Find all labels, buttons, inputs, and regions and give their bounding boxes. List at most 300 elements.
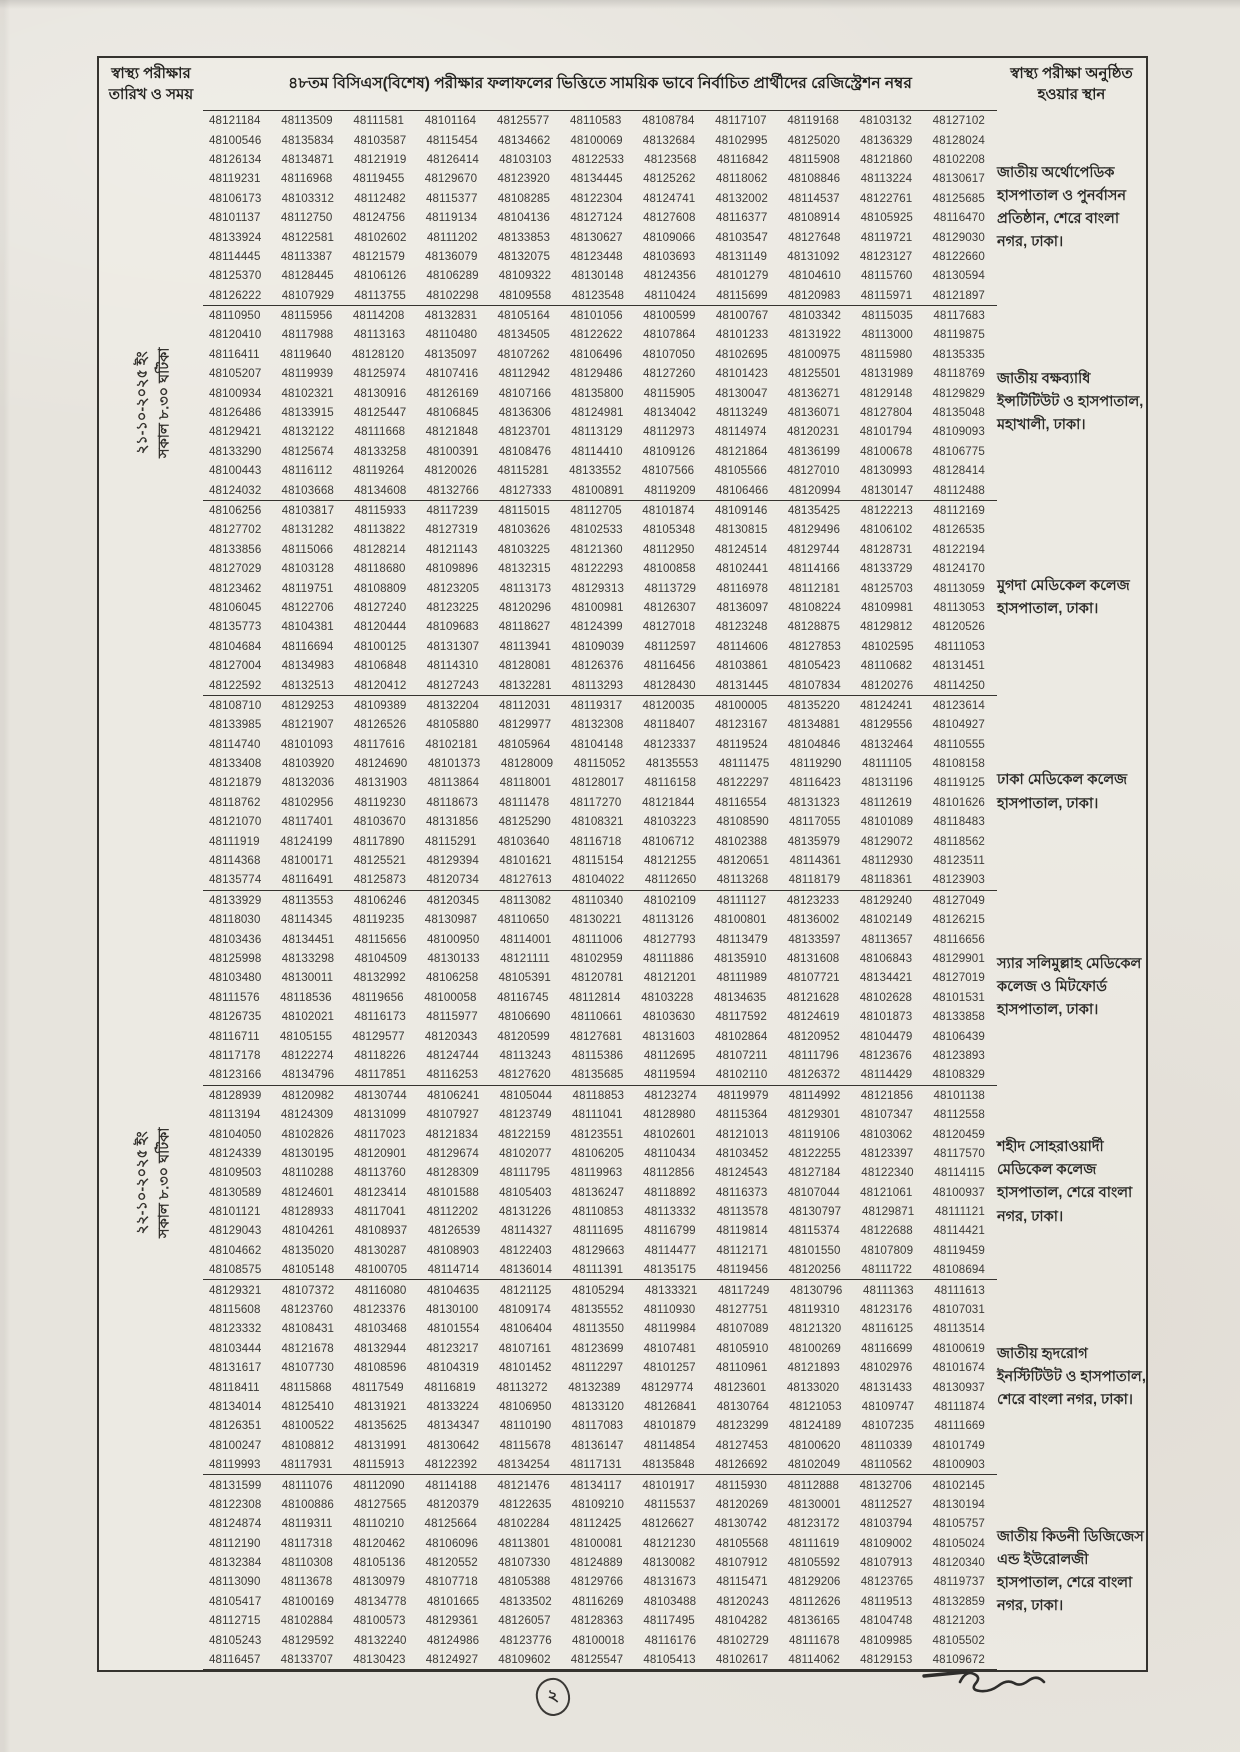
reg-number: 48123548 <box>571 288 625 302</box>
reg-number: 48113000 <box>861 328 913 342</box>
reg-number: 48101794 <box>859 425 913 439</box>
reg-number: 48100801 <box>714 913 767 927</box>
reg-number: 48118769 <box>933 367 985 381</box>
reg-number: 48116173 <box>354 1010 406 1024</box>
registration-numbers-cell <box>203 675 997 695</box>
reg-number: 48121360 <box>570 542 623 556</box>
reg-number: 48119168 <box>787 114 839 128</box>
reg-number: 48102321 <box>281 386 334 400</box>
reg-number: 48100934 <box>209 386 262 400</box>
reg-number: 48127613 <box>499 873 552 887</box>
reg-number: 48118673 <box>426 795 478 809</box>
reg-number: 48114062 <box>788 1653 840 1667</box>
reg-number: 48136079 <box>425 249 478 263</box>
reg-number: 48120734 <box>426 873 479 887</box>
reg-number: 48102956 <box>281 795 334 809</box>
reg-number: 48100858 <box>643 562 696 576</box>
reg-number: 48112650 <box>644 873 697 887</box>
reg-number: 48105403 <box>499 1185 552 1199</box>
reg-number: 48115930 <box>715 1478 767 1492</box>
registration-numbers-cell <box>203 1397 997 1416</box>
registration-row <box>99 286 1146 306</box>
reg-number: 48101233 <box>715 328 769 342</box>
reg-number: 48120343 <box>424 1029 478 1043</box>
reg-number: 48103587 <box>353 133 407 147</box>
reg-number: 48103436 <box>209 932 262 946</box>
reg-number: 48118179 <box>788 873 841 887</box>
reg-number: 48103062 <box>860 1127 913 1141</box>
reg-number: 48123127 <box>859 249 913 263</box>
reg-number: 48123676 <box>859 1048 912 1062</box>
reg-number: 48129206 <box>788 1575 841 1589</box>
registration-row <box>99 715 1146 734</box>
reg-number: 48122293 <box>570 562 624 576</box>
registration-row <box>99 1046 1146 1065</box>
reg-number: 48127029 <box>209 562 262 576</box>
registration-numbers-cell <box>203 1163 997 1182</box>
registration-numbers-cell <box>203 169 997 188</box>
registration-row <box>99 1163 1146 1182</box>
reg-number: 48108809 <box>353 581 407 595</box>
reg-number: 48103312 <box>281 191 334 205</box>
reg-number: 48105044 <box>499 1088 553 1102</box>
reg-number: 48117270 <box>569 795 622 809</box>
reg-number: 48133258 <box>353 444 407 458</box>
reg-number: 48113760 <box>354 1166 406 1180</box>
registration-numbers-cell <box>203 1495 997 1514</box>
reg-number: 48107913 <box>860 1556 913 1570</box>
reg-number: 48115291 <box>425 834 477 848</box>
reg-number: 48127453 <box>715 1438 768 1452</box>
reg-number: 48100247 <box>209 1438 262 1452</box>
reg-number: 48125370 <box>209 269 262 283</box>
reg-number: 48116718 <box>569 834 622 848</box>
reg-number: 48108937 <box>354 1224 408 1238</box>
reg-number: 48106466 <box>715 483 769 497</box>
exam-date: ২২-১০-২০২৫ ইং <box>134 1131 151 1234</box>
reg-number: 48120379 <box>426 1497 479 1511</box>
reg-number: 48121893 <box>787 1361 840 1375</box>
reg-number: 48124309 <box>280 1108 334 1122</box>
reg-number: 48105243 <box>209 1633 262 1647</box>
reg-number: 48132766 <box>426 483 479 497</box>
reg-number: 48113864 <box>427 776 480 790</box>
reg-number: 48114208 <box>352 309 405 323</box>
reg-number: 48112750 <box>280 211 333 225</box>
reg-number: 48113332 <box>644 1205 696 1219</box>
reg-number: 48135685 <box>571 1068 624 1082</box>
exam-datetime-label <box>132 1127 176 1237</box>
venue-cell: শহীদ সোহরাওয়ার্দী মেডিকেল কলেজ হাসপাতাল, শেরে বাংলা নগর, ঢাকা। <box>997 1139 1133 1225</box>
reg-number: 48109985 <box>859 1633 913 1647</box>
reg-number: 48106096 <box>425 1536 479 1550</box>
reg-number: 48120256 <box>788 1263 841 1277</box>
reg-number: 48129592 <box>281 1633 334 1647</box>
reg-number: 48111363 <box>863 1283 914 1297</box>
reg-number: 48112930 <box>861 854 913 868</box>
registration-numbers-cell <box>203 793 997 812</box>
reg-number: 48130642 <box>426 1438 480 1452</box>
reg-number: 48101749 <box>932 1438 985 1452</box>
reg-number: 48101121 <box>209 1205 261 1219</box>
reg-number: 48111919 <box>209 834 260 848</box>
registration-row <box>99 325 1146 344</box>
reg-number: 48123274 <box>644 1088 697 1102</box>
reg-number: 48113578 <box>716 1205 769 1219</box>
venue-cell: স্যার সলিমুল্লাহ মেডিকেল কলেজ ও মিটফোর্ড হাসপাতাল, ঢাকা। <box>997 955 1142 1019</box>
reg-number: 48122304 <box>570 191 623 205</box>
reg-number: 48121476 <box>497 1478 550 1492</box>
exam-datetime-cell <box>99 695 203 1670</box>
reg-number: 48120412 <box>354 678 407 692</box>
reg-number: 48126735 <box>209 1010 262 1024</box>
reg-number: 48108846 <box>787 172 841 186</box>
reg-number: 48134635 <box>713 990 767 1004</box>
reg-number: 48130287 <box>354 1243 407 1257</box>
reg-number: 48120994 <box>788 483 841 497</box>
reg-number: 48132204 <box>426 698 479 712</box>
reg-number: 48136014 <box>499 1263 553 1277</box>
reg-number: 48110961 <box>715 1361 768 1375</box>
reg-number: 48124690 <box>354 757 408 771</box>
reg-number: 48131226 <box>498 1205 552 1219</box>
reg-number: 48119230 <box>354 795 406 809</box>
exam-datetime-cell <box>99 111 203 696</box>
reg-number: 48121255 <box>643 854 697 868</box>
registration-numbers-cell <box>203 520 997 539</box>
reg-number: 48100169 <box>281 1594 334 1608</box>
reg-number: 48123337 <box>643 737 696 751</box>
reg-number: 48108158 <box>932 757 985 771</box>
registration-numbers-cell <box>203 540 997 559</box>
reg-number: 48128009 <box>500 757 554 771</box>
reg-number: 48111989 <box>716 971 768 985</box>
reg-number: 48113268 <box>716 873 769 887</box>
registration-numbers-cell <box>203 266 997 285</box>
reg-number: 48130133 <box>427 951 480 965</box>
reg-number: 48120444 <box>353 620 407 634</box>
reg-number: 48127004 <box>209 659 262 673</box>
registration-numbers-cell <box>203 1650 997 1670</box>
reg-number: 48125020 <box>787 133 841 147</box>
reg-number: 48132281 <box>499 678 552 692</box>
registration-numbers-cell <box>203 1182 997 1201</box>
page-number-value: ২ <box>545 1685 560 1706</box>
reg-number: 48118411 <box>209 1380 260 1394</box>
registration-numbers-cell <box>203 1475 997 1495</box>
reg-number: 48131099 <box>353 1108 407 1122</box>
reg-number: 48123760 <box>280 1303 334 1317</box>
reg-number: 48123765 <box>860 1575 914 1589</box>
reg-number: 48119814 <box>716 1224 768 1238</box>
reg-number: 48111795 <box>499 1166 551 1180</box>
registration-row <box>99 675 1146 695</box>
reg-number: 48106126 <box>353 269 407 283</box>
reg-number: 48121844 <box>642 795 695 809</box>
registration-numbers-cell <box>203 1572 997 1591</box>
reg-number: 48125685 <box>932 191 985 205</box>
registration-numbers-cell <box>203 1026 997 1045</box>
reg-number: 48127333 <box>499 483 552 497</box>
reg-number: 48104282 <box>715 1614 768 1628</box>
reg-number: 48130423 <box>353 1653 406 1667</box>
reg-number: 48119134 <box>425 211 478 225</box>
reg-number: 48120599 <box>497 1029 550 1043</box>
reg-number: 48112597 <box>644 639 697 653</box>
reg-number: 48101089 <box>860 815 914 829</box>
registration-numbers-cell <box>203 949 997 968</box>
reg-number: 48107235 <box>861 1419 914 1433</box>
reg-number: 48130617 <box>932 172 985 186</box>
reg-number: 48114115 <box>934 1166 985 1180</box>
reg-number: 48106241 <box>427 1088 480 1102</box>
reg-number: 48118853 <box>572 1088 625 1102</box>
reg-number: 48110480 <box>425 328 478 342</box>
reg-number: 48124032 <box>209 483 262 497</box>
reg-number: 48103128 <box>281 562 334 576</box>
registration-numbers-cell <box>203 286 997 306</box>
reg-number: 48119939 <box>281 367 334 381</box>
registration-row <box>99 403 1146 422</box>
reg-number: 48114310 <box>426 659 479 673</box>
reg-number: 48123903 <box>932 873 985 887</box>
registration-row <box>99 754 1146 773</box>
reg-number: 48101056 <box>570 309 623 323</box>
reg-number: 48114606 <box>716 639 769 653</box>
reg-number: 48102208 <box>932 152 985 166</box>
reg-number: 48115760 <box>860 269 913 283</box>
reg-number: 48107166 <box>498 386 552 400</box>
reg-number: 48104148 <box>570 737 624 751</box>
reg-number: 48129361 <box>425 1614 479 1628</box>
reg-number: 48119311 <box>281 1517 333 1531</box>
reg-number: 48104509 <box>354 951 407 965</box>
reg-number: 48131282 <box>281 523 334 537</box>
reg-number: 48110682 <box>860 659 913 673</box>
reg-number: 48131451 <box>932 659 985 673</box>
reg-number: 48136071 <box>787 406 841 420</box>
reg-number: 48120276 <box>860 678 914 692</box>
reg-number: 48102181 <box>425 737 478 751</box>
reg-number: 48109896 <box>425 562 479 576</box>
reg-number: 48117131 <box>570 1458 622 1472</box>
reg-number: 48129556 <box>860 718 913 732</box>
reg-number: 48116799 <box>644 1224 696 1238</box>
reg-number: 48100573 <box>353 1614 406 1628</box>
reg-number: 48123332 <box>209 1322 262 1336</box>
registration-numbers-cell <box>203 1144 997 1163</box>
reg-number: 48110434 <box>644 1146 696 1160</box>
reg-number: 48113678 <box>280 1575 333 1589</box>
reg-number: 48126222 <box>209 288 262 302</box>
reg-number: 48128980 <box>643 1108 696 1122</box>
reg-number: 48124399 <box>570 620 623 634</box>
reg-number: 48114368 <box>209 854 261 868</box>
reg-number: 48101531 <box>932 990 985 1004</box>
reg-number: 48132315 <box>498 562 551 576</box>
reg-number: 48102109 <box>643 893 697 907</box>
reg-number: 48123448 <box>570 249 623 263</box>
reg-number: 48107262 <box>497 347 550 361</box>
reg-number: 48112558 <box>933 1108 985 1122</box>
reg-number: 48100391 <box>426 444 479 458</box>
reg-number: 48128875 <box>787 620 841 634</box>
reg-number: 48129030 <box>932 230 985 244</box>
reg-number: 48105964 <box>498 737 551 751</box>
registration-row <box>99 949 1146 968</box>
reg-number: 48102284 <box>497 1517 550 1531</box>
reg-number: 48117318 <box>280 1536 333 1550</box>
reg-number: 48129670 <box>424 172 478 186</box>
reg-number: 48107416 <box>425 367 479 381</box>
reg-number: 48113657 <box>861 932 913 946</box>
reg-number: 48119290 <box>790 757 842 771</box>
registration-row <box>99 247 1146 266</box>
reg-number: 48129663 <box>572 1243 625 1257</box>
reg-number: 48131603 <box>642 1029 695 1043</box>
reg-number: 48132075 <box>497 249 551 263</box>
reg-number: 48132706 <box>859 1478 912 1492</box>
reg-number: 48114421 <box>933 1224 985 1238</box>
reg-number: 48103452 <box>715 1146 769 1160</box>
registration-numbers-cell <box>203 1592 997 1611</box>
reg-number: 48104662 <box>209 1243 262 1257</box>
reg-number: 48133552 <box>569 464 622 478</box>
reg-number: 48125674 <box>281 444 334 458</box>
reg-number: 48108914 <box>787 211 841 225</box>
reg-number: 48105592 <box>787 1556 841 1570</box>
reg-number: 48115699 <box>716 288 768 302</box>
reg-number: 48100891 <box>571 483 625 497</box>
reg-number: 48119737 <box>933 1575 985 1589</box>
registration-numbers-cell <box>203 1300 997 1319</box>
reg-number: 48107929 <box>281 288 335 302</box>
reg-number: 48120269 <box>715 1497 769 1511</box>
reg-number: 48131991 <box>354 1438 407 1452</box>
registration-row <box>99 1630 1146 1649</box>
reg-number: 48122340 <box>861 1166 914 1180</box>
reg-number: 48112169 <box>933 504 985 517</box>
reg-number: 48106712 <box>641 834 695 848</box>
reg-number: 48122392 <box>424 1458 478 1472</box>
reg-number: 48100705 <box>354 1263 408 1277</box>
reg-number: 48122688 <box>860 1224 913 1238</box>
reg-number: 48110340 <box>571 893 624 907</box>
reg-number: 48118892 <box>644 1185 696 1199</box>
reg-number: 48135848 <box>642 1458 695 1472</box>
reg-number: 48102601 <box>643 1127 696 1141</box>
reg-number: 48113387 <box>280 249 333 263</box>
reg-number: 48120459 <box>932 1127 985 1141</box>
reg-number: 48133985 <box>209 718 262 732</box>
reg-number: 48125410 <box>281 1399 334 1413</box>
reg-number: 48131856 <box>425 815 479 829</box>
registration-row <box>99 1514 1146 1533</box>
reg-number: 48120552 <box>425 1556 478 1570</box>
reg-number: 48116253 <box>426 1068 479 1082</box>
reg-number: 48124756 <box>352 211 406 225</box>
reg-number: 48118536 <box>280 990 332 1004</box>
reg-number: 48119524 <box>716 737 768 751</box>
reg-number: 48113479 <box>716 932 768 946</box>
reg-number: 48106690 <box>498 1010 551 1024</box>
reg-number: 48116125 <box>861 1322 914 1336</box>
reg-number: 48115052 <box>573 757 626 771</box>
reg-number: 48122761 <box>859 191 913 205</box>
reg-number: 48114250 <box>933 678 985 692</box>
reg-number: 48102021 <box>281 1010 335 1024</box>
reg-number: 48107730 <box>281 1361 334 1375</box>
reg-number: 48117592 <box>715 1010 767 1024</box>
registration-row <box>99 578 1146 597</box>
reg-number: 48117023 <box>354 1127 406 1141</box>
reg-number: 48122403 <box>499 1243 552 1257</box>
reg-number: 48129072 <box>860 834 913 848</box>
reg-number: 48111796 <box>788 1048 839 1062</box>
reg-number: 48122255 <box>788 1146 841 1160</box>
exam-datetime-label <box>132 348 176 458</box>
reg-number: 48112626 <box>789 1594 841 1608</box>
reg-number: 48116112 <box>281 464 333 478</box>
reg-number: 48133502 <box>499 1594 552 1608</box>
reg-number: 48118762 <box>209 795 261 809</box>
reg-number: 48122194 <box>932 542 985 556</box>
reg-number: 48132036 <box>281 776 335 790</box>
reg-number: 48102602 <box>354 230 407 244</box>
reg-number: 48129977 <box>498 718 552 732</box>
reg-number: 48111886 <box>643 951 694 965</box>
reg-number: 48136306 <box>498 406 552 420</box>
reg-number: 48109146 <box>715 504 768 517</box>
registration-numbers-cell <box>203 247 997 266</box>
reg-number: 48116377 <box>715 211 768 225</box>
registration-numbers-cell <box>203 870 997 890</box>
reg-number: 48113272 <box>496 1380 548 1394</box>
reg-number: 48111127 <box>716 893 767 907</box>
reg-number: 48133915 <box>281 406 334 420</box>
reg-number: 48124543 <box>715 1166 768 1180</box>
registration-numbers-cell <box>203 1514 997 1533</box>
reg-number: 48115035 <box>861 309 913 323</box>
registration-numbers-cell <box>203 130 997 149</box>
reg-number: 48102049 <box>787 1458 841 1472</box>
reg-number: 48115377 <box>425 191 478 205</box>
header-registration-numbers: ৪৮তম বিসিএস(বিশেষ) পরীক্ষার ফলাফলের ভিত্তিতে সাময়িক ভাবে নির্বাচিত প্রার্থীদের রেজিস্ট্রেশন নম্বর <box>288 74 912 92</box>
reg-number: 48103920 <box>281 757 335 771</box>
reg-number: 48127184 <box>788 1166 841 1180</box>
reg-number: 48125262 <box>643 172 696 186</box>
reg-number: 48105164 <box>497 309 550 323</box>
reg-number: 48116470 <box>933 211 985 225</box>
reg-number: 48130744 <box>354 1088 407 1102</box>
reg-number: 48112888 <box>787 1478 839 1492</box>
registration-row <box>99 1358 1146 1377</box>
reg-number: 48107718 <box>425 1575 478 1589</box>
reg-number: 48113729 <box>644 581 697 595</box>
reg-number: 48129240 <box>859 893 913 907</box>
reg-number: 48112425 <box>569 1517 622 1531</box>
reg-number: 48120651 <box>716 854 770 868</box>
reg-number: 48128445 <box>281 269 334 283</box>
reg-number: 48123205 <box>426 581 480 595</box>
reg-number: 48112171 <box>716 1243 768 1257</box>
reg-number: 48119513 <box>860 1594 913 1608</box>
registration-numbers-cell <box>203 578 997 597</box>
reg-number: 48130100 <box>425 1303 479 1317</box>
registration-row <box>99 1260 1146 1280</box>
reg-number: 48131149 <box>715 249 768 263</box>
reg-number: 48125974 <box>353 367 406 381</box>
